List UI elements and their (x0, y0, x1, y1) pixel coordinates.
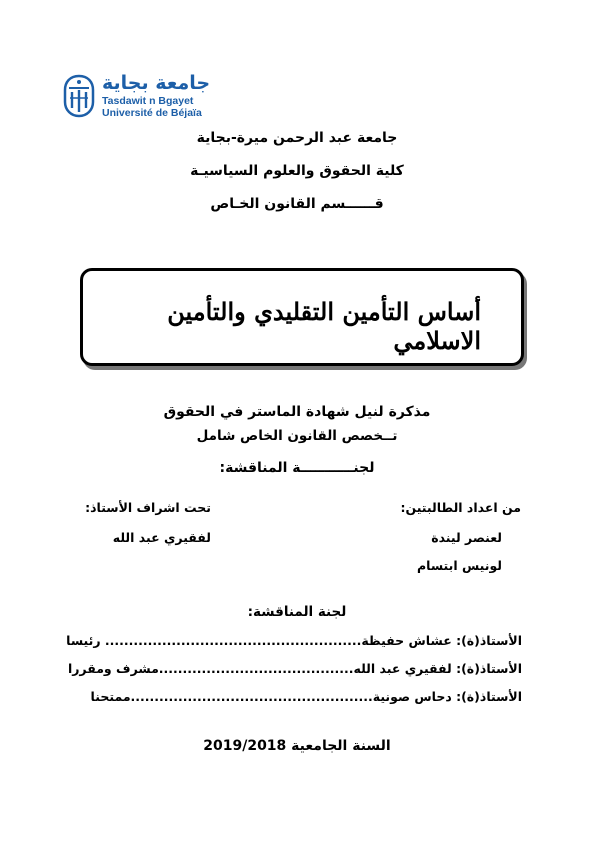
logo-kabyle-name: Tasdawit n Bgayet (102, 95, 194, 107)
logo-arabic-name: جامعة بجاية (102, 72, 211, 94)
university-name: جامعة عبد الرحمن ميرة-بجاية (196, 130, 398, 146)
committee-row: الأستاذ(ة): دحاس صونية...................................................ممتحنا (90, 689, 522, 704)
university-logo (62, 72, 237, 120)
committee-title: لجنة المناقشة: (247, 604, 347, 620)
committee-row: الأستاذ(ة): عشاش حفيظة...................................................... رئيسا (66, 633, 522, 648)
students-label: من اعداد الطالبتين: (400, 500, 521, 515)
student-name: لونيس ابتسام (416, 558, 502, 573)
supervisor-name: لفقيري عبد الله (112, 530, 211, 545)
academic-year: السنة الجامعية 2019/2018 (203, 738, 391, 754)
title-frame (80, 268, 524, 366)
logo-french-name: Université de Béjaïa (102, 107, 202, 119)
thesis-title: أساس التأمين التقليدي والتأمين الاسلامي (167, 297, 481, 355)
specialty: تــخصص القانون الخاص شامل (196, 428, 398, 444)
memo-description: مذكرة لنيل شهادة الماستر في الحقوق (163, 404, 431, 420)
faculty-name: كلية الحقوق والعلوم السياسيـة (190, 163, 404, 179)
department-name: قــــــسم القانون الخـاص (210, 196, 384, 212)
committee-label: لجنـــــــــــة المناقشة: (219, 460, 375, 476)
committee-row: الأستاذ(ة): لفقيري عبد الله.........................................مشرف ومقررا (67, 661, 522, 676)
university-emblem-icon (62, 74, 96, 118)
supervisor-label: تحت اشراف الأستاذ: (85, 500, 211, 515)
student-name: لعنصر ليندة (431, 530, 502, 545)
